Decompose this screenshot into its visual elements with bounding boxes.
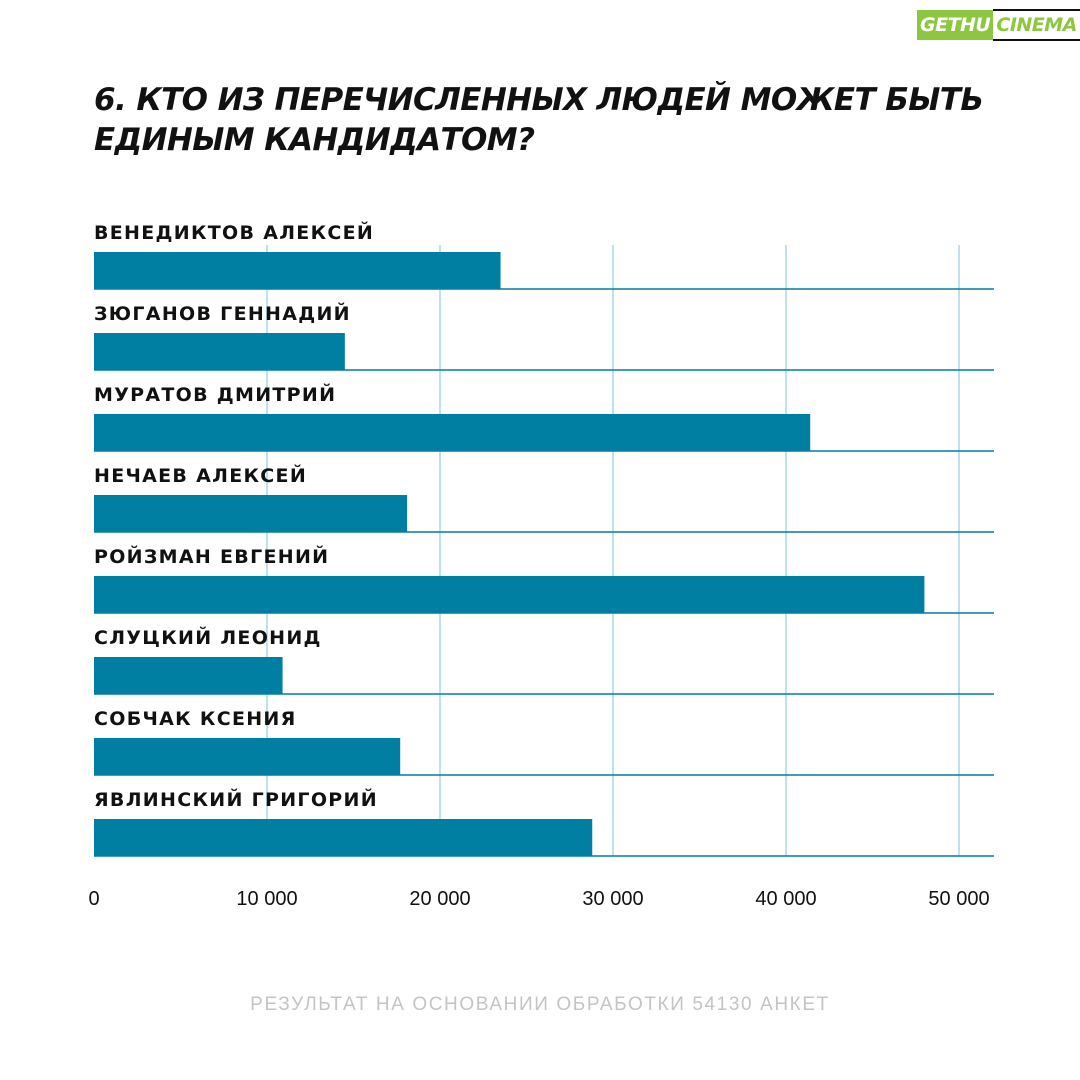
bar (94, 576, 924, 613)
x-tick-label: 10 000 (236, 888, 298, 910)
category-label: СЛУЦКИЙ ЛЕОНИД (94, 627, 322, 649)
category-label: ВЕНЕДИКТОВ АЛЕКСЕЙ (94, 222, 375, 244)
footnote: РЕЗУЛЬТАТ НА ОСНОВАНИИ ОБРАБОТКИ 54130 АНКЕТ (250, 994, 830, 1015)
category-label: ЗЮГАНОВ ГЕННАДИЙ (94, 303, 351, 325)
bar (94, 657, 283, 694)
bar (94, 333, 345, 370)
bar (94, 414, 810, 451)
category-label: РОЙЗМАН ЕВГЕНИЙ (94, 546, 330, 568)
bar (94, 738, 400, 775)
chart-title: 6. КТО ИЗ ПЕРЕЧИСЛЕННЫХ ЛЮДЕЙ МОЖЕТ БЫТЬ ЕДИНЫМ КАНДИДАТОМ? (94, 82, 984, 158)
bar (94, 495, 407, 532)
category-label: НЕЧАЕВ АЛЕКСЕЙ (94, 465, 308, 487)
x-tick-label: 50 000 (928, 888, 990, 910)
category-label: СОБЧАК КСЕНИЯ (94, 708, 297, 730)
bar (94, 819, 592, 856)
x-tick-label: 0 (88, 888, 100, 910)
logo-text-left: GETHU (917, 10, 993, 40)
category-label: ЯВЛИНСКИЙ ГРИГОРИЙ (94, 789, 378, 811)
x-tick-label: 40 000 (755, 888, 817, 910)
category-label: МУРАТОВ ДМИТРИЙ (94, 384, 337, 406)
x-tick-label: 20 000 (409, 888, 471, 910)
bar (94, 252, 501, 289)
logo-text-right: CINEMA (993, 9, 1080, 41)
x-tick-label: 30 000 (582, 888, 644, 910)
